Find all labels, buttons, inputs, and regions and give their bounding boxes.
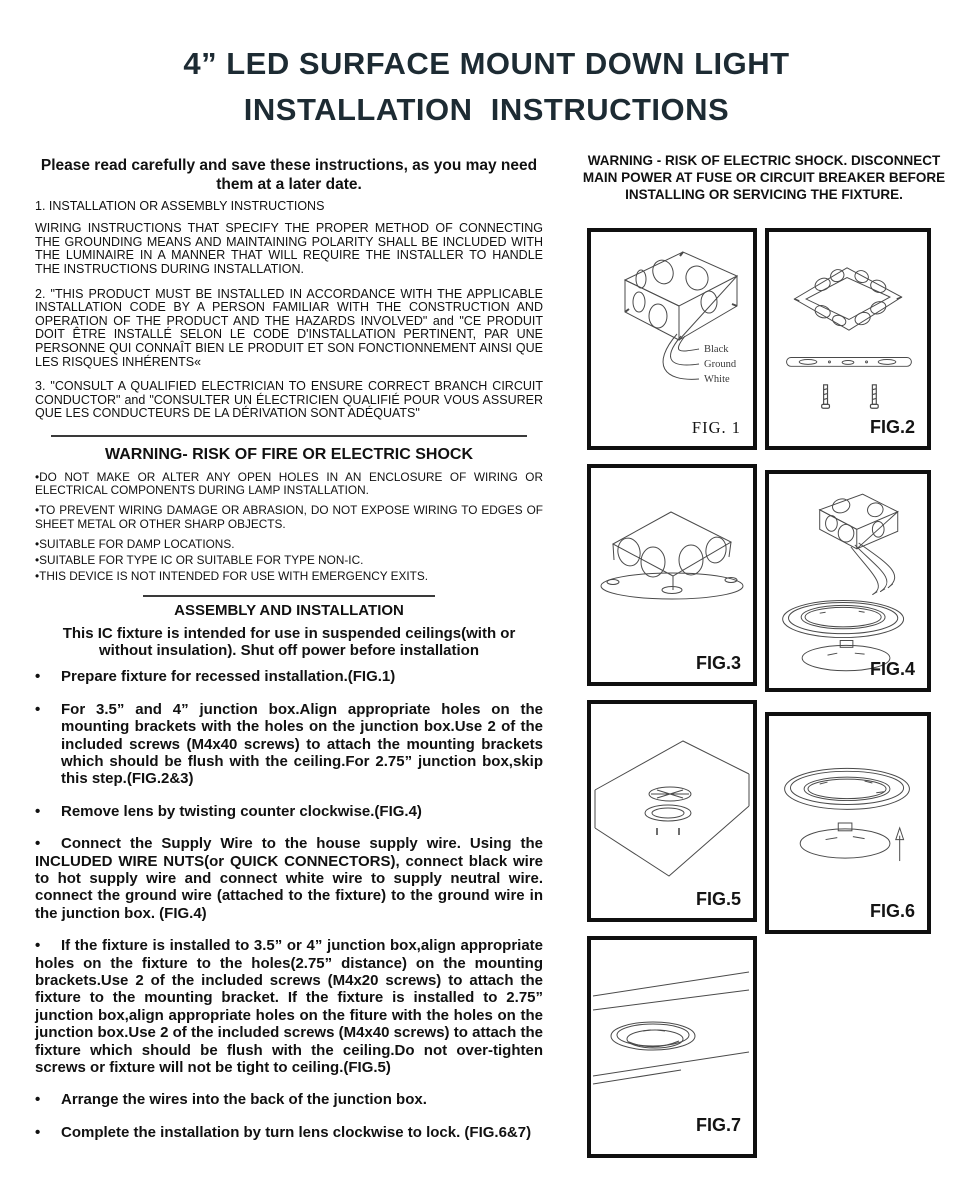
ring-lens-arrow-illustration [769,716,927,930]
wire-label-ground: Ground [704,359,737,370]
electrician-paragraph: 3. "CONSULT A QUALIFIED ELECTRICIAN TO ENSURE CORRECT BRANCH CIRCUIT CONDUCTOR" and "CONSULTER UN ÉLECTRICIEN QUALIFIÉ POUR VOUS ASSURER QUE LES CONDUCTEURS DE LA DÉRIVATION SONT ADÉQUATS" [35,379,543,421]
figure-column-left [587,228,757,1172]
intro-heading: Please read carefully and save these instructions, as you may need them at a later date. [40,157,538,193]
figure-box-3 [587,464,757,686]
step-item-7 [35,1124,543,1141]
fire-warning-heading: WARNING- RISK OF FIRE OR ELECTRIC SHOCK [105,445,473,463]
step-item-3 [35,803,543,820]
page-title: 4” LED SURFACE MOUNT DOWN LIGHT [183,45,790,81]
title-banner [0,25,973,148]
figure-label-4: FIG.4 [869,659,915,679]
step-item-4 [35,835,543,922]
bullet-marker: • [35,802,41,820]
figure-label-3: FIG.3 [695,653,741,673]
divider-line [51,435,527,437]
code-paragraph: 2. "THIS PRODUCT MUST BE INSTALLED IN ACCORDANCE WITH THE APPLICABLE INSTALLATION CODE BY A PERSON FAMILIAR WITH THE CONSTRUCTION AND OPERATION OF THE PRODUCT AND THE HAZARDS INVOLVED" and "CE PRODUIT DOIT ÊTRE INSTALLÉ SELON LE CODE D'INSTALLATION PERTINENT, PAR UNE PERSONNE QUI CONNAÎT BIEN LE PRODUIT ET SON FONCTIONNEMENT AINSI QUE LES RISQUES INHÉRENTS« [35,286,543,369]
figure-box-2 [765,228,931,450]
step-text: Complete the installation by turn lens clockwise to lock. (FIG.6&7) [61,1123,532,1141]
step-item-1 [35,668,543,685]
figure-box-5 [587,700,757,922]
step-text: Remove lens by twisting counter clockwise.(FIG.4) [61,802,422,820]
bullet-marker: • [35,835,41,853]
figure-column-right [765,228,931,1172]
bullet-marker: • [35,1091,41,1109]
figure-box-7 [587,936,757,1158]
figure-box-6 [765,712,931,934]
ceiling-panel-fixture-illustration [591,704,753,918]
bullet-marker: • [35,668,41,686]
step-item-5 [35,937,543,1076]
instructions-column [35,157,543,1156]
warning-bullet: •DO NOT MAKE OR ALTER ANY OPEN HOLES IN AN ENCLOSURE OF WIRING OR ELECTRICAL COMPONENTS DURING LAMP INSTALLATION. [35,469,543,498]
junction-box-wires-illustration [591,232,753,446]
box-ring-lens-illustration [769,474,927,688]
shock-warning-heading: WARNING - RISK OF ELECTRIC SHOCK. DISCONNECT MAIN POWER AT FUSE OR CIRCUIT BREAKER BEFORE INSTALLING OR SERVICING THE FIXTURE. [582,153,946,202]
figure-label-6: FIG.6 [869,901,915,921]
wire-label-black: Black [704,344,729,355]
figure-label-1: FIG. 1 [691,418,741,437]
step-item-6 [35,1091,543,1108]
step-text: Prepare fixture for recessed installation.(FIG.1) [61,668,396,686]
bullet-marker: • [35,1123,41,1141]
wire-label-white: White [704,374,730,385]
figure-label-2: FIG.2 [869,417,915,437]
step-item-2 [35,701,543,788]
divider-line [143,595,435,597]
bullet-marker: • [35,937,41,955]
assembly-heading: ASSEMBLY AND INSTALLATION [174,602,404,620]
step-text: If the fixture is installed to 3.5” or 4” junction box,align appropriate holes on the fixture to the holes(2.75” distance) on the mounting brackets.Use 2 of the included screws (M4x20 screws) to attach the fixture to the mounting bracket. If the fixture is installed to 2.75” junction box,align appropriate holes on the fiture with the holes on the junction box.Use 2 of the included screws (M4x40 screws) to attach the fixture which should be flush with the ceiling.Do not over-tighten screws or fixture will not be tight to ceiling.(FIG.5) [35,937,543,1077]
figure-grid [587,228,931,1172]
step-text: Connect the Supply Wire to the house supply wire. Using the INCLUDED WIRE NUTS(or QUICK CONNECTORS), connect black wire to hot supply wire and connect white wire to supply neutral wire. connect the ground wire (attached to the fixture) to the ground wire in the junction box. (FIG.4) [35,835,543,922]
warning-bullet: •SUITABLE FOR TYPE IC OR SUITABLE FOR TYPE NON-IC. [35,552,364,567]
figure-box-1 [587,228,757,450]
figure-label-7: FIG.7 [695,1115,741,1135]
section1-heading: 1. INSTALLATION OR ASSEMBLY INSTRUCTIONS [35,199,325,214]
page-subtitle: INSTALLATION INSTRUCTIONS [243,91,730,127]
warning-bullet: •SUITABLE FOR DAMP LOCATIONS. [35,536,235,551]
figures-column [563,152,965,1135]
bullet-marker: • [35,700,41,718]
figure-label-5: FIG.5 [695,889,741,909]
wiring-paragraph: WIRING INSTRUCTIONS THAT SPECIFY THE PROPER METHOD OF CONNECTING THE GROUNDING MEANS AND MAINTAINING POLARITY SHALL BE INCLUDED WITH THE LUMINAIRE IN A MANNER THAT WILL REQUIRE THE INSTALLER TO HANDLE THE INSTRUCTIONS DURING INSTALLATION. [35,221,543,276]
assembly-intro: This IC fixture is intended for use in suspended ceilings(with or without insulation). Shut off power before installation [62,625,516,660]
step-text: For 3.5” and 4” junction box.Align appropriate holes on the mounting brackets with the holes on the junction box.Use 2 of the included screws (M4x40 screws) to attach the mounting brackets which should be flush with the ceiling.For 2.75” junction box,skip this step.(FIG.2&3) [61,700,543,788]
step-text: Arrange the wires into the back of the junction box. [61,1091,427,1109]
warning-bullet: •TO PREVENT WIRING DAMAGE OR ABRASION, DO NOT EXPOSE WIRING TO EDGES OF SHEET METAL OR OTHER SHARP OBJECTS. [35,503,543,531]
box-bracket-screws-illustration [769,232,927,446]
warning-bullet: •THIS DEVICE IS NOT INTENDED FOR USE WITH EMERGENCY EXITS. [35,569,429,584]
box-with-bracket-illustration [591,468,753,682]
figure-box-4 [765,470,931,692]
assembly-steps-list [35,668,543,1141]
